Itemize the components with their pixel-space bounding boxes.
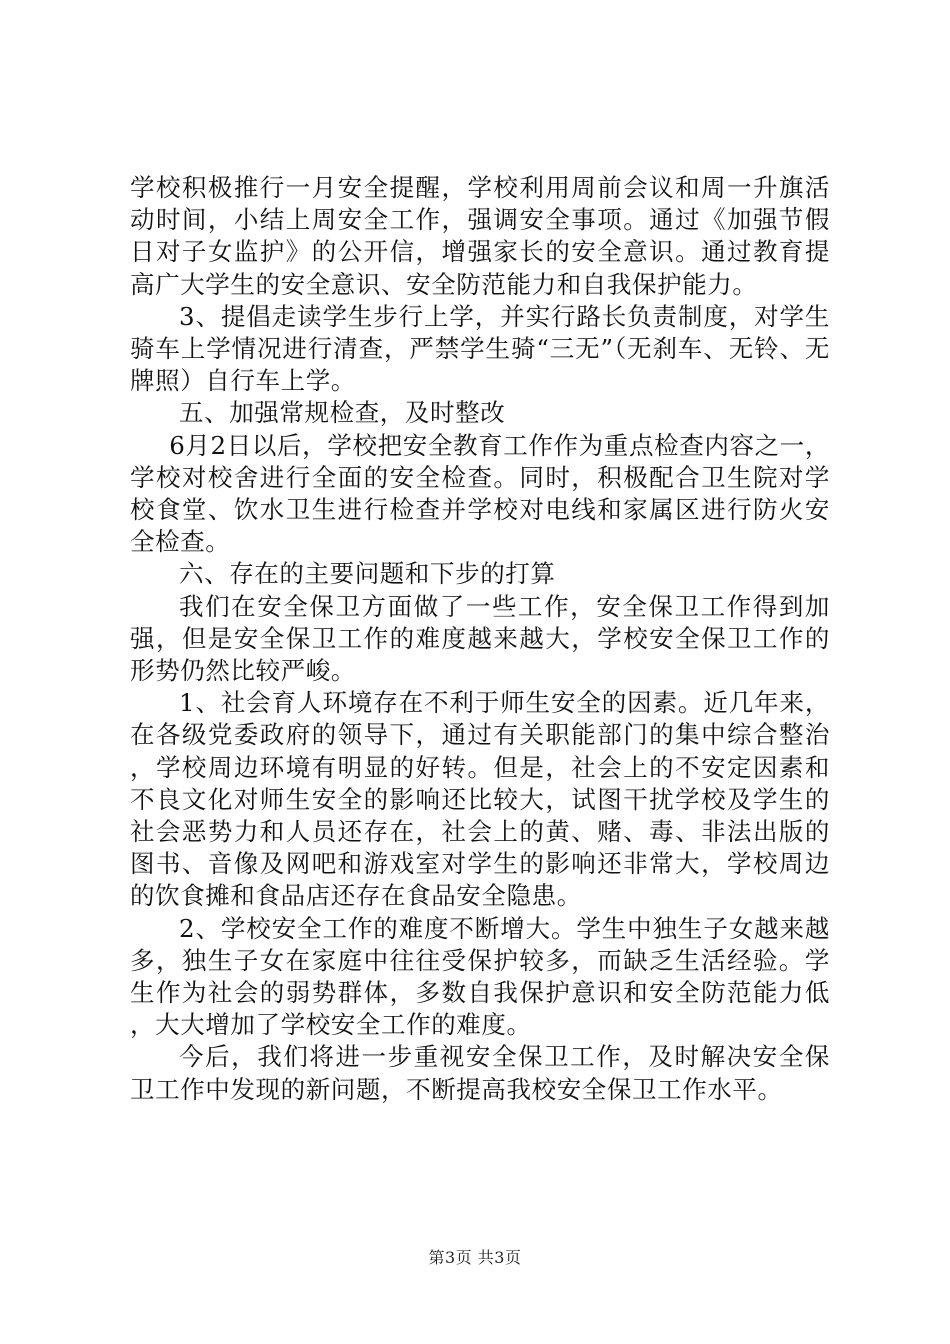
paragraph-social-environment: 1、社会育人环境存在不利于师生安全的因素。近几年来，在各级党委政府的领导下，通过有关职能部门的集中综合整治，学校周边环境有明显的好转。但是，社会上的不安定因素和不良文化对师生安全的影响还比较大，试图干扰学校及学生的社会恶势力和人员还存在，社会上的黄、赌、毒、非法出版的图书、音像及网吧和游戏室对学生的影响还非常大，学校周边的饮食摊和食品店还存在食品安全隐患。 — [130, 688, 830, 911]
paragraph-walking-students: 3、提倡走读学生步行上学，并实行路长负责制度，对学生骑车上学情况进行清查，严禁学生骑“三无”（无刹车、无铃、无牌照）自行车上学。 — [130, 301, 830, 396]
document-body — [130, 172, 830, 1106]
paragraph-difficulty-increase: 2、学校安全工作的难度不断增大。学生中独生子女越来越多，独生子女在家庭中往往受保护较多，而缺乏生活经验。学生作为社会的弱势群体，多数自我保护意识和安全防范能力低，大大增加了学校安全工作的难度。 — [130, 913, 830, 1040]
page-number-footer: 第3页 共3页 — [428, 1248, 522, 1267]
paragraph-security-status: 我们在安全保卫方面做了一些工作，安全保卫工作得到加强，但是安全保卫工作的难度越来越大，学校安全保卫工作的形势仍然比较严峻。 — [130, 591, 830, 686]
paragraph-future-plan: 今后，我们将进一步重视安全保卫工作，及时解决安全保卫工作中发现的新问题，不断提高我校安全保卫工作水平。 — [130, 1042, 830, 1104]
section-heading-problems-plans: 六、存在的主要问题和下步的打算 — [179, 559, 556, 589]
paragraph-safety-reminder: 学校积极推行一月安全提醒，学校利用周前会议和周一升旗活动时间，小结上周安全工作，强调安全事项。通过《加强节假日对子女监护》的公开信，增强家长的安全意识。通过教育提高广大学生的安全意识、安全防范能力和自我保护能力。 — [130, 173, 830, 299]
paragraph-inspection-details: 6月2日以后，学校把安全教育工作作为重点检查内容之一，学校对校舍进行全面的安全检查。同时，积极配合卫生院对学校食堂、饮水卫生进行检查并学校对电线和家属区进行防火安全检查。 — [130, 430, 830, 557]
section-heading-routine-inspection: 五、加强常规检查，及时整改 — [179, 398, 506, 428]
